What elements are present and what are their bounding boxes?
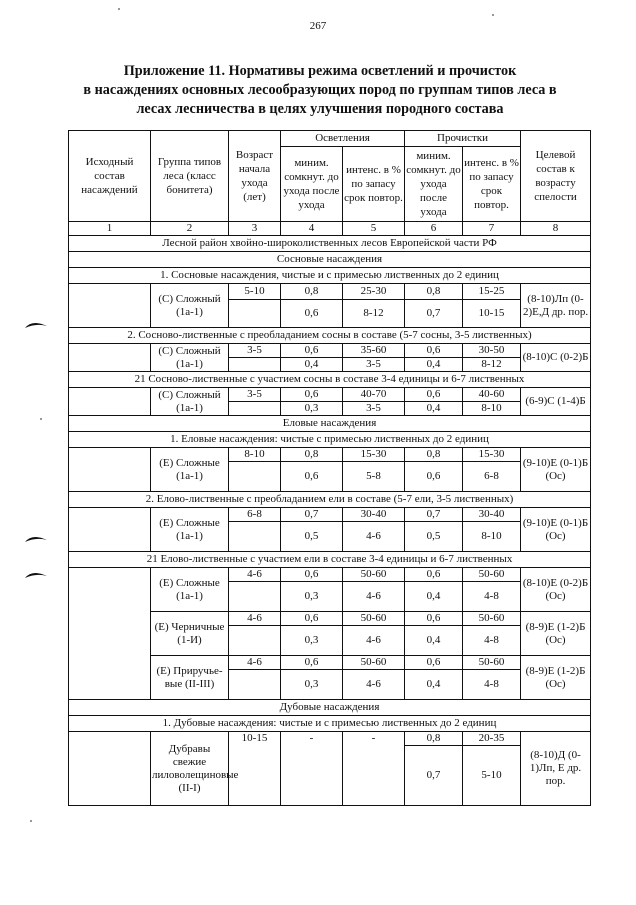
target-composition-cell: (9-10)Е (0-1)Б (Ос) (521, 508, 591, 552)
cleaning-intensity-cell: 15-30 (343, 448, 405, 462)
cleaning-min-density-cell: 0,8 (281, 448, 343, 462)
thinning-min-density-cell: 0,7 (405, 746, 463, 806)
target-composition-cell: (9-10)Е (0-1)Б (Ос) (521, 448, 591, 492)
header-thinning-intensity: интенс. в % по запасу срок повтор. (463, 147, 521, 222)
forest-type-cell: (Е) Сложные (1а-1) (151, 568, 229, 612)
thinning-intensity-cell: 40-60 (463, 388, 521, 402)
cleaning-intensity-cell: 50-60 (343, 656, 405, 670)
cleaning-intensity-cell: 50-60 (343, 612, 405, 626)
header-thinning-min-density: миним. сомкнут. до ухода после ухода (405, 147, 463, 222)
page-number: 267 (309, 20, 327, 32)
header-cleaning-min-density: миним. сомкнут. до ухода после ухода (281, 147, 343, 222)
initial-composition-cell (69, 284, 151, 328)
thinning-intensity-cell: 30-50 (463, 344, 521, 358)
cleaning-intensity-cell: 3-5 (343, 402, 405, 416)
header-start-age: Возраст начала ухода (лет) (229, 131, 281, 222)
cleaning-min-density-cell: 0,6 (281, 612, 343, 626)
thinning-intensity-cell: 30-40 (463, 508, 521, 522)
thinning-intensity-cell: 50-60 (463, 656, 521, 670)
group-row: 1. Дубовые насаждения: чистые и с примесью лиственных до 2 единиц (69, 716, 591, 732)
thinning-min-density-cell: 0,4 (405, 626, 463, 656)
section-oak: Дубовые насаждения (69, 700, 591, 716)
cleaning-min-density-cell: 0,4 (281, 358, 343, 372)
thinning-min-density-cell: 0,7 (405, 300, 463, 328)
header-cleaning-intensity: интенс. в % по запасу срок повтор. (343, 147, 405, 222)
start-age-cell: 6-8 (229, 508, 281, 522)
cleaning-intensity-cell: 4-6 (343, 626, 405, 656)
thinning-min-density-cell: 0,6 (405, 656, 463, 670)
thinning-min-density-cell: 0,7 (405, 508, 463, 522)
target-composition-cell: (8-9)Е (1-2)Б (Ос) (521, 612, 591, 656)
column-number: 8 (521, 222, 591, 236)
group-row: 2. Сосново-лиственные с преобладанием сосны в составе (5-7 сосны, 3-5 лиственных) (69, 328, 591, 344)
target-composition-cell: (6-9)С (1-4)Б (521, 388, 591, 416)
target-composition-cell: (8-9)Е (1-2)Б (Ос) (521, 656, 591, 700)
thinning-intensity-cell: 8-10 (463, 402, 521, 416)
forest-type-cell: (С) Сложный (1а-1) (151, 388, 229, 416)
start-age-cell: 4-6 (229, 568, 281, 582)
cleaning-min-density-cell: 0,8 (281, 284, 343, 300)
forest-type-cell: (Е) Сложные (1а-1) (151, 508, 229, 552)
initial-composition-cell (69, 568, 151, 700)
start-age-cell (229, 462, 281, 492)
target-composition-cell: (8-10)Лп (0-2)Е,Д др. пор. (521, 284, 591, 328)
header-thinning: Прочистки (405, 131, 521, 147)
scan-mark-icon (24, 568, 48, 580)
thinning-min-density-cell: 0,4 (405, 670, 463, 700)
start-age-cell (229, 582, 281, 612)
cleaning-min-density-cell: 0,6 (281, 344, 343, 358)
column-number: 1 (69, 222, 151, 236)
thinning-intensity-cell: 8-10 (463, 522, 521, 552)
scan-mark-icon (24, 532, 48, 544)
group-row: 1. Сосновые насаждения, чистые и с примесью лиственных до 2 единиц (69, 268, 591, 284)
thinning-intensity-cell: 10-15 (463, 300, 521, 328)
thinning-intensity-cell: 8-12 (463, 358, 521, 372)
cleaning-intensity-cell: 40-70 (343, 388, 405, 402)
cleaning-min-density-cell: 0,3 (281, 626, 343, 656)
thinning-intensity-cell: 4-8 (463, 582, 521, 612)
thinning-min-density-cell: 0,8 (405, 732, 463, 746)
thinning-intensity-cell: 15-25 (463, 284, 521, 300)
section-spruce: Еловые насаждения (69, 416, 591, 432)
thinning-min-density-cell: 0,4 (405, 402, 463, 416)
thinning-intensity-cell: 50-60 (463, 568, 521, 582)
start-age-cell: 4-6 (229, 656, 281, 670)
cleaning-min-density-cell: 0,6 (281, 568, 343, 582)
column-number: 4 (281, 222, 343, 236)
cleaning-intensity-cell: 4-6 (343, 522, 405, 552)
group-row: 21 Елово-лиственные с участием ели в составе 3-4 единицы и 6-7 лиственных (69, 552, 591, 568)
cleaning-min-density-cell: 0,5 (281, 522, 343, 552)
cleaning-intensity-cell: 8-12 (343, 300, 405, 328)
column-number: 5 (343, 222, 405, 236)
document-title (40, 62, 600, 119)
cleaning-intensity-cell: - (343, 732, 405, 806)
column-number: 3 (229, 222, 281, 236)
thinning-min-density-cell: 0,6 (405, 344, 463, 358)
thinning-intensity-cell: 6-8 (463, 462, 521, 492)
cleaning-min-density-cell: 0,6 (281, 462, 343, 492)
column-number: 6 (405, 222, 463, 236)
thinning-min-density-cell: 0,4 (405, 358, 463, 372)
thinning-min-density-cell: 0,6 (405, 388, 463, 402)
scan-speck (30, 820, 32, 822)
thinning-intensity-cell: 4-8 (463, 626, 521, 656)
thinning-min-density-cell: 0,6 (405, 568, 463, 582)
target-composition-cell: (8-10)Д (0-1)Лп, Е др. пор. (521, 732, 591, 806)
norms-table (68, 130, 591, 806)
start-age-cell (229, 358, 281, 372)
initial-composition-cell (69, 344, 151, 372)
thinning-min-density-cell: 0,5 (405, 522, 463, 552)
forest-type-cell: Дубравы свежие лиловолещиновые (II-I) (151, 732, 229, 806)
cleaning-intensity-cell: 4-6 (343, 582, 405, 612)
forest-type-cell: (Е) Черничные (1-И) (151, 612, 229, 656)
header-forest-type-group: Группа типов леса (класс бонитета) (151, 131, 229, 222)
thinning-intensity-cell: 4-8 (463, 670, 521, 700)
cleaning-intensity-cell: 5-8 (343, 462, 405, 492)
header-initial-composition: Исходный состав насаждений (69, 131, 151, 222)
title-line: в насаждениях основных лесообразующих пород по группам типов леса в (83, 82, 557, 98)
start-age-cell (229, 670, 281, 700)
cleaning-intensity-cell: 3-5 (343, 358, 405, 372)
header-target-composition: Целевой состав к возрасту спелости (521, 131, 591, 222)
forest-type-cell: (С) Сложный (1а-1) (151, 284, 229, 328)
initial-composition-cell (69, 732, 151, 806)
thinning-min-density-cell: 0,4 (405, 582, 463, 612)
scan-speck (118, 8, 120, 10)
cleaning-min-density-cell: 0,3 (281, 402, 343, 416)
initial-composition-cell (69, 448, 151, 492)
section-pine: Сосновые насаждения (69, 252, 591, 268)
scan-speck (40, 418, 42, 420)
start-age-cell: 3-5 (229, 388, 281, 402)
group-row: 1. Еловые насаждения: чистые с примесью лиственных до 2 единиц (69, 432, 591, 448)
group-row: 2. Елово-лиственные с преобладанием ели в составе (5-7 ели, 3-5 лиственных) (69, 492, 591, 508)
start-age-cell (229, 402, 281, 416)
thinning-intensity-cell: 20-35 (463, 732, 521, 746)
forest-type-cell: (Е) Сложные (1а-1) (151, 448, 229, 492)
cleaning-min-density-cell: 0,3 (281, 582, 343, 612)
target-composition-cell: (8-10)Е (0-2)Б (Ос) (521, 568, 591, 612)
start-age-cell: 8-10 (229, 448, 281, 462)
cleaning-min-density-cell: 0,3 (281, 670, 343, 700)
scan-speck (492, 14, 494, 16)
initial-composition-cell (69, 388, 151, 416)
start-age-cell: 3-5 (229, 344, 281, 358)
region-row: Лесной район хвойно-широколиственных лесов Европейской части РФ (69, 236, 591, 252)
target-composition-cell: (8-10)С (0-2)Б (521, 344, 591, 372)
cleaning-intensity-cell: 50-60 (343, 568, 405, 582)
header-cleaning: Осветления (281, 131, 405, 147)
start-age-cell (229, 300, 281, 328)
cleaning-intensity-cell: 4-6 (343, 670, 405, 700)
cleaning-intensity-cell: 35-60 (343, 344, 405, 358)
cleaning-min-density-cell: 0,7 (281, 508, 343, 522)
thinning-min-density-cell: 0,6 (405, 462, 463, 492)
cleaning-min-density-cell: 0,6 (281, 388, 343, 402)
cleaning-min-density-cell: - (281, 732, 343, 806)
title-line: Приложение 11. Нормативы режима осветлений и прочисток (123, 63, 517, 79)
thinning-intensity-cell: 5-10 (463, 746, 521, 806)
title-line: лесах лесничества в целях улучшения породного состава (136, 101, 504, 117)
cleaning-min-density-cell: 0,6 (281, 656, 343, 670)
thinning-min-density-cell: 0,8 (405, 284, 463, 300)
start-age-cell (229, 626, 281, 656)
group-row: 21 Сосново-лиственные с участием сосны в составе 3-4 единицы и 6-7 лиственных (69, 372, 591, 388)
initial-composition-cell (69, 508, 151, 552)
thinning-intensity-cell: 15-30 (463, 448, 521, 462)
column-number: 7 (463, 222, 521, 236)
start-age-cell (229, 522, 281, 552)
thinning-min-density-cell: 0,8 (405, 448, 463, 462)
thinning-intensity-cell: 50-60 (463, 612, 521, 626)
forest-type-cell: (С) Сложный (1а-1) (151, 344, 229, 372)
start-age-cell: 5-10 (229, 284, 281, 300)
scan-mark-icon (24, 318, 48, 330)
cleaning-intensity-cell: 25-30 (343, 284, 405, 300)
start-age-cell: 4-6 (229, 612, 281, 626)
thinning-min-density-cell: 0,6 (405, 612, 463, 626)
cleaning-intensity-cell: 30-40 (343, 508, 405, 522)
forest-type-cell: (Е) Приручье- вые (II-III) (151, 656, 229, 700)
cleaning-min-density-cell: 0,6 (281, 300, 343, 328)
start-age-cell: 10-15 (229, 732, 281, 806)
column-number: 2 (151, 222, 229, 236)
